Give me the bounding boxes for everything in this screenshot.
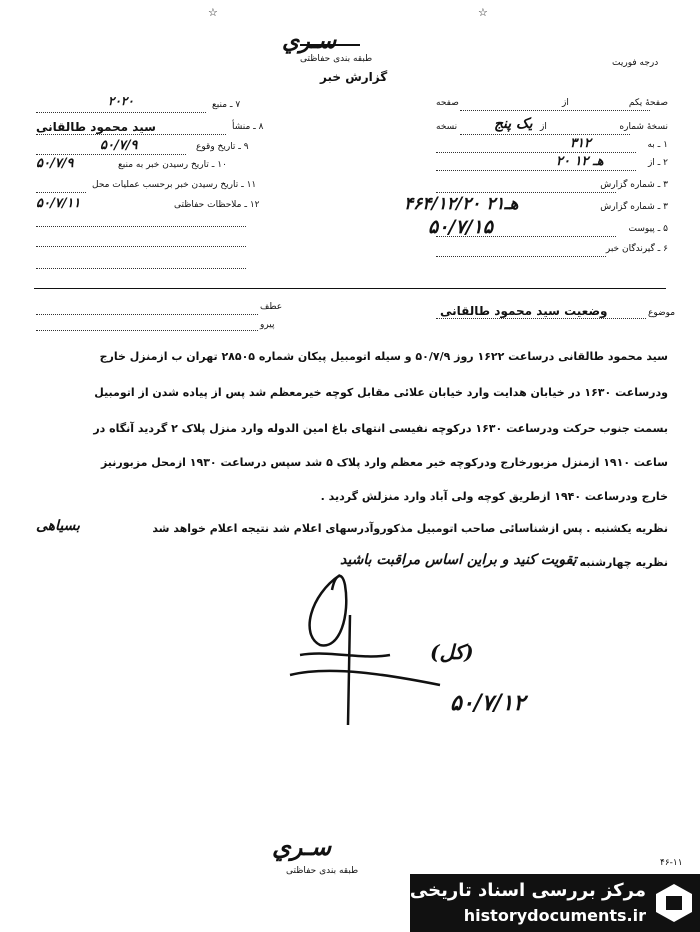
dotted-line	[36, 314, 258, 315]
dotted-line	[36, 112, 206, 113]
dotted-line	[36, 330, 258, 331]
watermark-url: historydocuments.ir	[463, 906, 646, 925]
dotted-line	[36, 268, 246, 269]
top-mark-right: ☆	[478, 6, 488, 19]
signature-date: ۵۰/۷/۱۲	[450, 690, 526, 716]
dotted-line	[460, 110, 650, 111]
comment-wednesday: نظریه چهارشنبه .	[571, 556, 668, 569]
field-copy-label: نسخۀ شماره	[619, 122, 668, 132]
comment-handwritten: بسیاهی	[36, 518, 80, 534]
dotted-line	[436, 256, 606, 257]
archive-watermark	[410, 874, 700, 932]
reference-atf-label: عطف	[260, 302, 283, 312]
body-line: ودرساعت ۱۶۳۰ در خیابان هدایت وارد خیابان علائی مقابل کوچه خیرمعظم شد پس از پیاده شدن از اتومبیل	[94, 386, 668, 399]
report-title: گزارش خبر	[320, 70, 388, 84]
dotted-line	[36, 226, 246, 227]
field-attachment-label: ۵ ـ پیوست	[628, 224, 668, 234]
dotted-line	[436, 152, 636, 153]
dotted-line	[460, 134, 630, 135]
body-line: ساعت ۱۹۱۰ ازمنزل مزبورخارج ودرکوچه خیر معظم وارد پلاک ۵ شد سپس درساعت ۱۹۳۰ ازمحل مزبورنیز	[100, 456, 668, 469]
field-to-value: ۳۱۲	[570, 136, 591, 151]
field-source-value: ۲۰۲۰	[108, 94, 134, 108]
subject-label: موضوع	[648, 308, 676, 318]
dotted-line	[436, 318, 646, 319]
field-copy-end: نسخه	[436, 122, 458, 132]
field-page-label: صفحۀ یکم	[628, 98, 668, 108]
field-page-end: صفحه	[436, 98, 459, 108]
reference-peyro-label: پیرو	[260, 320, 275, 330]
field-received-date-value: ۵۰/۷/۹	[36, 156, 74, 171]
field-occurrence-date-value: ۵۰/۷/۹	[100, 138, 138, 153]
dotted-line	[436, 236, 616, 237]
field-attachment-value: ۵۰/۷/۱۵	[428, 216, 493, 238]
field-received-date-label: ۱۰ ـ تاریخ رسیدن خبر به منبع	[118, 160, 227, 170]
field-report-no-label: ۳ ـ شماره گزارش	[600, 180, 668, 190]
signature-initials: (کل)	[430, 640, 474, 664]
field-copy-mid: از	[540, 122, 547, 132]
section-divider	[34, 288, 666, 289]
archive-logo-icon	[654, 882, 694, 924]
stamp-underline	[300, 44, 360, 46]
comment-wednesday-handwritten: تقویت کنید و براین اساس مراقبت باشید	[340, 552, 577, 568]
dotted-line	[436, 192, 616, 193]
comment-sunday: نظریه یکشنبه . پس ازشناسائی صاحب اتومبیل مذکوروآدرسهای اعلام شد نتیجه اعلام خواهد شد	[152, 522, 668, 535]
field-report-date-label: ۳ ـ شماره گزارش	[600, 202, 668, 212]
dotted-line	[36, 154, 186, 155]
field-origin-label: ۸ ـ منشأ	[232, 122, 264, 132]
field-to-label: ۱ ـ به	[647, 140, 668, 150]
field-from-label: ۲ ـ از	[647, 158, 668, 168]
field-security-notes-label: ۱۲ ـ ملاحظات حفاظتی	[174, 200, 260, 210]
classification-stamp-top: سـري	[282, 28, 337, 54]
classification-label-top: طبقه بندی حفاظتی	[300, 54, 373, 64]
field-page-mid: از	[562, 98, 569, 108]
body-line: خارج ودرساعت ۱۹۴۰ ازطریق کوچه ولی آباد وارد منزلش گردید .	[320, 490, 668, 503]
field-from-value: ۲۰ هـ ۱۲	[556, 154, 604, 169]
body-line: سید محمود طالقانی درساعت ۱۶۲۲ روز ۵۰/۷/۹ و سیله اتومبیل پیکان شماره ۲۸۵۰۵ تهران ب ازمنزل خارج	[99, 350, 668, 363]
dotted-line	[436, 170, 636, 171]
dotted-line	[36, 134, 226, 135]
subject-value: وضعیت سید محمود طالقانی	[440, 304, 608, 318]
classification-stamp-bottom: سـري	[272, 832, 332, 861]
body-line: بسمت جنوب حرکت ودرساعت ۱۶۳۰ درکوچه نفیسی انتهای باغ امین الدوله وارد منزل پلاک ۲ گردید آنگاه در	[93, 422, 668, 435]
field-copy-value: یک پنج	[494, 116, 533, 132]
field-recipients-label: ۶ ـ گیرندگان خبر	[605, 244, 668, 254]
field-operation-date-label: ۱۱ ـ تاریخ رسیدن خبر برحسب عملیات محل	[92, 180, 257, 190]
field-security-notes-value: ۵۰/۷/۱۱	[36, 196, 81, 211]
watermark-title: مرکز بررسی اسناد تاریخی	[409, 880, 646, 901]
dotted-line	[36, 192, 86, 193]
field-occurrence-date-label: ۹ ـ تاریخ وقوع	[196, 142, 249, 152]
field-source-label: ۷ ـ منبع	[212, 100, 241, 110]
field-origin-value: سید محمود طالقانی	[36, 120, 156, 134]
top-mark-left: ☆	[208, 6, 218, 19]
dotted-line	[36, 246, 246, 247]
form-code: ۴۶-۱۱	[660, 858, 683, 868]
field-report-date-value: ۴۶۴/۱۲/۲۰ هـ۲۱	[404, 194, 519, 214]
classification-label-bottom: طبقه بندی حفاظتی	[286, 866, 359, 876]
priority-label: درجه فوریت	[612, 58, 659, 68]
